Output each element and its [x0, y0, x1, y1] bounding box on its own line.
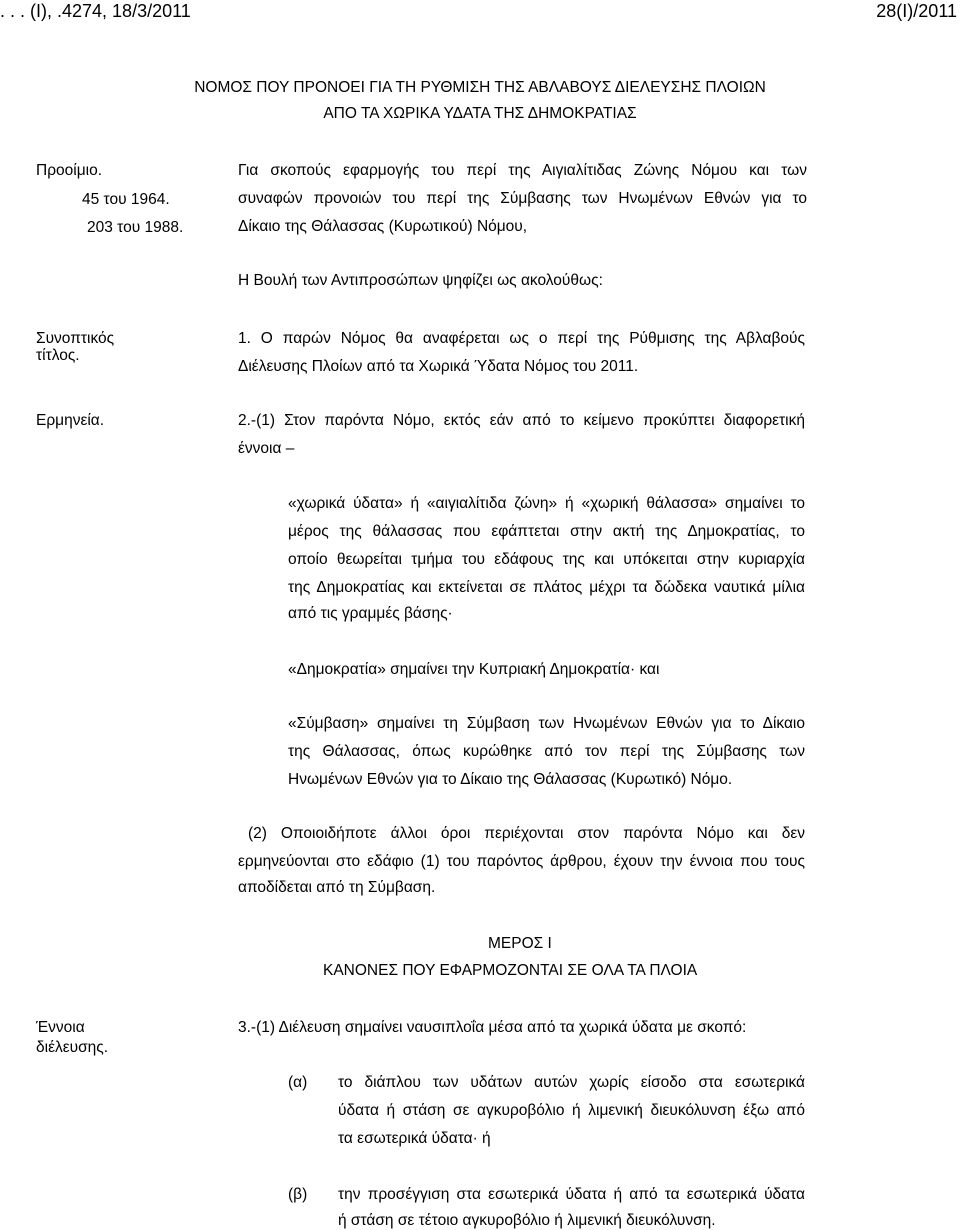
law-title-line-1: ΝΟΜΟΣ ΠΟΥ ΠΡΟΝΟΕΙ ΓΙΑ ΤΗ ΡΥΘΜΙΣΗ ΤΗΣ ΑΒΛΑΒΟΥΣ ΔΙΕΛΕΥΣΗΣ ΠΛΟΙΩΝ	[194, 79, 766, 96]
section-2-sub2-line-3: αποδίδεται από τη Σύμβαση.	[238, 879, 436, 896]
definition-convention-line-3: Ηνωμένων Εθνών για το Δίκαιο της Θάλασσας (Κυρωτικό) Νόμο.	[288, 771, 733, 788]
margin-note-interpretation: Ερμηνεία.	[36, 412, 105, 429]
item-a-label: (α)	[288, 1074, 308, 1091]
item-a-line-2: ύδατα ή στάση σε αγκυροβόλιο ή λιμενική διευκόλυνση έξω από	[338, 1102, 805, 1119]
margin-note-meaning-1: Έννοια	[36, 1019, 85, 1036]
item-b-line-1: την προσέγγιση στα εσωτερικά ύδατα ή από τα εσωτερικά ύδατα	[338, 1186, 805, 1203]
margin-note-law-1964: 45 του 1964.	[82, 191, 170, 208]
gazette-reference: . . . (Ι), .4274, 18/3/2011	[0, 1, 191, 21]
preamble-line-1: Για σκοπούς εφαρμογής του περί της Αιγιαλίτιδας Ζώνης Νόμου και των	[238, 162, 807, 179]
margin-note-short-title-1: Συνοπτικός	[36, 330, 115, 347]
part-subheading: ΚΑΝΟΝΕΣ ΠΟΥ ΕΦΑΡΜΟΖΟΝΤΑΙ ΣΕ ΟΛΑ ΤΑ ΠΛΟΙΑ	[323, 962, 698, 979]
enactment-clause: Η Βουλή των Αντιπροσώπων ψηφίζει ως ακολούθως:	[238, 272, 603, 289]
margin-note-preamble: Προοίμιο.	[36, 162, 102, 179]
section-2-sub2-line-2: ερμηνεύονται στο εδάφιο (1) του παρόντος άρθρου, έχουν την έννοια που τους	[238, 853, 805, 870]
preamble-line-3: Δίκαιο της Θάλασσας (Κυρωτικού) Νόμου,	[238, 218, 528, 235]
definition-waters-line-1: «χωρικά ύδατα» ή «αιγιαλίτιδα ζώνη» ή «χωρική θάλασσα» σημαίνει το	[288, 495, 805, 512]
law-number: 28(Ι)/2011	[876, 1, 957, 21]
definition-republic: «Δημοκρατία» σημαίνει την Κυπριακή Δημοκρατία· και	[288, 661, 660, 678]
section-1-line-1: 1. Ο παρών Νόμος θα αναφέρεται ως ο περί της Ρύθμισης της Αβλαβούς	[238, 330, 805, 347]
part-heading: ΜΕΡΟΣ Ι	[488, 935, 552, 952]
item-b-label: (β)	[288, 1186, 308, 1203]
section-2-intro-line-2: έννοια –	[238, 440, 295, 457]
definition-convention-line-1: «Σύμβαση» σημαίνει τη Σύμβαση των Ηνωμένων Εθνών για το Δίκαιο	[288, 715, 805, 732]
margin-note-law-1988: 203 του 1988.	[87, 219, 184, 236]
definition-convention-line-2: της Θάλασσας, όπως κυρώθηκε από τον περί της Σύμβασης των	[288, 743, 805, 760]
section-1-line-2: Διέλευσης Πλοίων από τα Χωρικά Ύδατα Νόμος του 2011.	[238, 358, 639, 375]
item-a-line-3: τα εσωτερικά ύδατα· ή	[338, 1130, 491, 1147]
preamble-line-2: συναφών προνοιών του περί της Σύμβασης των Ηνωμένων Εθνών για το	[238, 190, 807, 207]
law-title-line-2: ΑΠΟ ΤΑ ΧΩΡΙΚΑ ΥΔΑΤΑ ΤΗΣ ΔΗΜΟΚΡΑΤΙΑΣ	[323, 105, 637, 122]
item-b-line-2: ή στάση σε τέτοιο αγκυροβόλιο ή λιμενική διευκόλυνση.	[338, 1212, 716, 1229]
section-2-intro-line-1: 2.-(1) Στον παρόντα Νόμο, εκτός εάν από το κείμενο προκύπτει διαφορετική	[238, 412, 805, 429]
margin-note-meaning-2: διέλευσης.	[36, 1039, 109, 1056]
section-3-intro: 3.-(1) Διέλευση σημαίνει ναυσιπλοΐα μέσα από τα χωρικά ύδατα με σκοπό:	[238, 1019, 747, 1036]
item-a-line-1: το διάπλου των υδάτων αυτών χωρίς είσοδο στα εσωτερικά	[338, 1074, 805, 1091]
section-2-sub2-line-1: (2) Οποιοιδήποτε άλλοι όροι περιέχονται στον παρόντα Νόμο και δεν	[248, 825, 805, 842]
margin-note-short-title-2: τίτλος.	[36, 347, 80, 364]
definition-waters-line-2: μέρος της θάλασσας που εφάπτεται στην ακτή της Δημοκρατίας, το	[288, 523, 805, 540]
definition-waters-line-3: οποίο θεωρείται τμήμα του εδάφους της και υπόκειται στην κυριαρχία	[288, 551, 805, 568]
definition-waters-line-5: από τις γραμμές βάσης·	[288, 605, 453, 622]
definition-waters-line-4: της Δημοκρατίας και εκτείνεται σε πλάτος μέχρι τα δώδεκα ναυτικά μίλια	[288, 579, 805, 596]
